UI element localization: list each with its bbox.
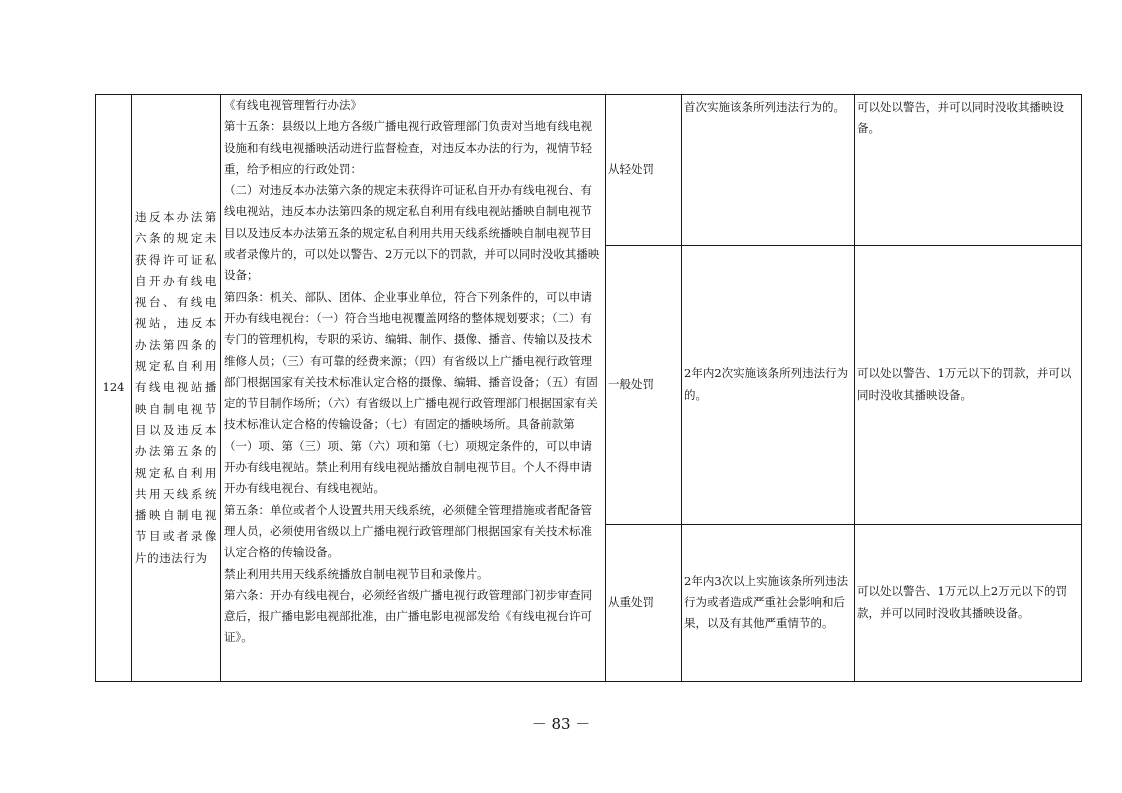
standard-light: 可以处以警告，并可以同时没收其播映设备。 [855, 95, 1082, 246]
basis-article-15: 第十五条：县级以上地方各级广播电视行政管理部门负责对当地有线电视设施和有线电视播映活动进行监督检查，对违反本办法的行为，视情节轻重，给予相应的行政处罚： [224, 119, 592, 176]
table-row [96, 95, 1082, 246]
legal-basis [221, 95, 606, 682]
basis-article-5: 第五条：单位或者个人设置共用天线系统，必须健全管理措施或者配备管理人员，必须使用省级以上广播电视行政管理部门根据国家有关技术标准认定合格的传输设备。 [224, 502, 592, 560]
penalty-level-general: 一般处罚 [606, 245, 682, 524]
penalty-standard-table [95, 94, 1082, 682]
page-number: － 83 － [531, 715, 591, 733]
basis-title: 《有线电视管理暂行办法》 [224, 98, 362, 112]
basis-article-6: 第六条：开办有线电视台，必须经省级广播电视行政管理部门初步审查同意后，报广播电影电视部批准，由广播电影电视部发给《有线电视台许可证》。 [224, 587, 592, 645]
penalty-level-light: 从轻处罚 [606, 95, 682, 246]
condition-heavy: 2年内3次以上实施该条所列违法行为或者造成严重社会影响和后果，以及有其他严重情节的。 [682, 524, 855, 681]
violation-description: 违反本办法第六条的规定未获得许可证私自开办有线电视台、有线电视站，违反本办法第四条的规定私自利用有线电视站播映自制电视节目以及违反本办法第五条的规定私自利用共用天线系统播映自制电视节目或者录像片的违法行为 [132, 95, 221, 682]
row-number: 124 [96, 95, 132, 682]
basis-article-15-item-2: （二）对违反本办法第六条的规定未获得许可证私自开办有线电视台、有线电视站，违反本办法第四条的规定私自利用有线电视站播映自制电视节目以及违反本办法第五条的规定私自利用共用天线系统播映自制电视节目或者录像片的，可以处以警告、2万元以下的罚款，并可以同时没收其播映设备； [224, 183, 600, 283]
basis-article-4: 第四条：机关、部队、团体、企业事业单位，符合下列条件的，可以申请开办有线电视台：（一）符合当地电视覆盖网络的整体规划要求；（二）有专门的管理机构，专职的采访、编辑、制作、摄像、播音、传输以及技术维修人员；（三）有可靠的经费来源；（四）有省级以上广播电视行政管理部门根据国家有关技术标准认定合格的摄像、编辑、播音设备；（五）有固定的节目制作场所；（六）有省级以上广播电视行政管理部门根据国家有关技术标准认定合格的传输设备；（七）有固定的播映场所。具备前款第（一）项、第（三）项、第（六）项和第（七）项规定条件的，可以申请开办有线电视站。禁止利用有线电视站播放自制电视节目。个人不得申请开办有线电视台、有线电视站。 [224, 289, 598, 496]
condition-general: 2年内2次实施该条所列违法行为的。 [682, 245, 855, 524]
penalty-level-heavy: 从重处罚 [606, 524, 682, 681]
standard-heavy: 可以处以警告、1万元以上2万元以下的罚款，并可以同时没收其播映设备。 [855, 524, 1082, 681]
basis-article-5-prohibition: 禁止利用共用天线系统播放自制电视节目和录像片。 [224, 566, 489, 581]
condition-light: 首次实施该条所列违法行为的。 [682, 95, 855, 246]
standard-general: 可以处以警告、1万元以下的罚款，并可以同时没收其播映设备。 [855, 245, 1082, 524]
